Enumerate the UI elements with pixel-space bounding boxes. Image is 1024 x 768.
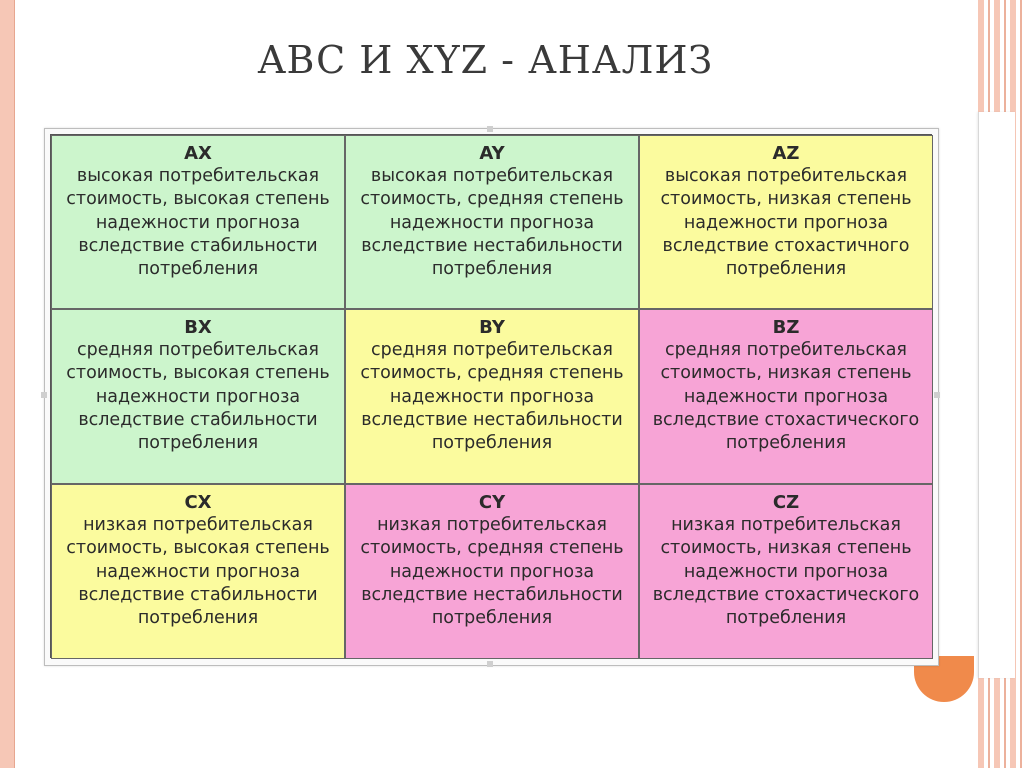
cell-code: CZ <box>772 492 800 513</box>
resize-handle-top[interactable] <box>487 126 493 132</box>
cell-text: высокая потребительская стоимость, высокая степень надежности прогноза вследствие стабильности потребления <box>66 166 330 280</box>
matrix-cell-bx <box>51 309 345 484</box>
cell-text: низкая потребительская стоимость, средняя степень надежности прогноза вследствие нестабильности потребления <box>360 515 624 629</box>
cell-code: AX <box>184 143 212 164</box>
matrix-cell-cy <box>345 484 639 659</box>
cell-text: низкая потребительская стоимость, низкая степень надежности прогноза вследствие стохастического потребления <box>652 515 920 629</box>
resize-handle-bottom[interactable] <box>487 661 493 667</box>
matrix-cell-by <box>345 309 639 484</box>
right-decorative-panel <box>978 112 1015 678</box>
cell-text: низкая потребительская стоимость, высокая степень надежности прогноза вследствие стабильности потребления <box>66 515 330 629</box>
resize-handle-left[interactable] <box>41 392 47 398</box>
cell-text: средняя потребительская стоимость, низкая степень надежности прогноза вследствие стохастического потребления <box>652 340 920 454</box>
matrix-cell-ay <box>345 135 639 309</box>
cell-code: AZ <box>772 143 800 164</box>
cell-text: средняя потребительская стоимость, высокая степень надежности прогноза вследствие стабильности потребления <box>66 340 330 454</box>
resize-handle-right[interactable] <box>934 392 940 398</box>
cell-code: CX <box>184 492 212 513</box>
cell-code: BY <box>479 317 505 338</box>
slide-title: ABC И XYZ - АНАЛИЗ <box>258 38 714 82</box>
matrix-cell-bz <box>639 309 933 484</box>
matrix-cell-az <box>639 135 933 309</box>
left-decorative-border <box>0 0 15 768</box>
cell-code: BX <box>184 317 212 338</box>
cell-text: высокая потребительская стоимость, низкая степень надежности прогноза вследствие стохастичного потребления <box>660 166 912 280</box>
cell-code: AY <box>479 143 505 164</box>
matrix-cell-ax <box>51 135 345 309</box>
cell-text: высокая потребительская стоимость, средняя степень надежности прогноза вследствие нестабильности потребления <box>360 166 624 280</box>
cell-code: BZ <box>772 317 800 338</box>
cell-text: средняя потребительская стоимость, средняя степень надежности прогноза вследствие нестабильности потребления <box>360 340 624 454</box>
matrix-cell-cz <box>639 484 933 659</box>
abc-xyz-matrix <box>50 134 932 658</box>
matrix-cell-cx <box>51 484 345 659</box>
cell-code: CY <box>478 492 506 513</box>
